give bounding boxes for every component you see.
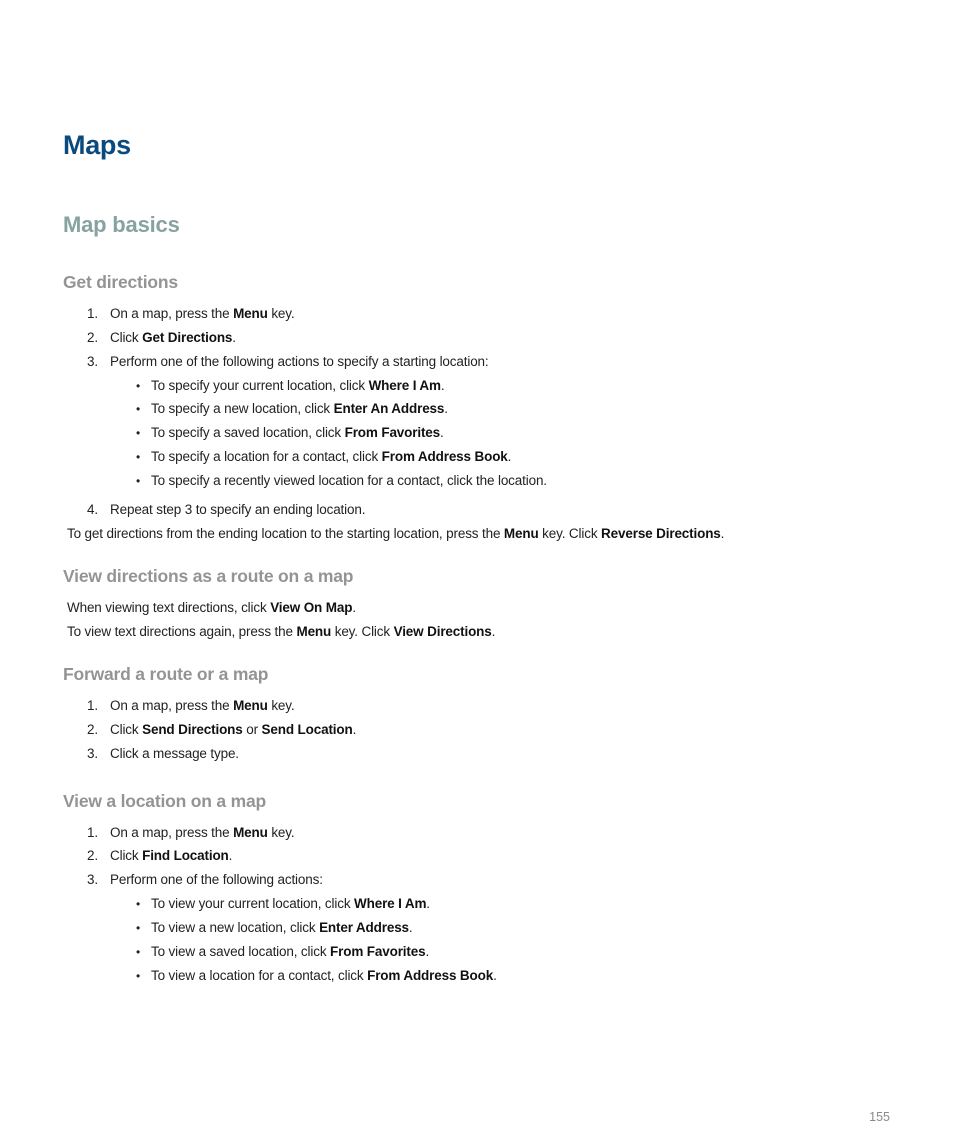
bullet-icon: • xyxy=(136,921,141,935)
bullet-icon: • xyxy=(136,897,141,911)
subheading-forward-route: Forward a route or a map xyxy=(63,664,269,684)
step-number: 3. xyxy=(87,746,98,761)
step-text: Click a message type. xyxy=(110,746,239,761)
bullet-text: To specify a recently viewed location for a contact, click the location. xyxy=(151,473,547,488)
step-text: Perform one of the following actions: xyxy=(110,872,323,887)
bullet-text: To view your current location, click Where I Am. xyxy=(151,896,430,911)
bullet-icon: • xyxy=(136,379,141,393)
paragraph: To view text directions again, press the Menu key. Click View Directions. xyxy=(67,624,496,639)
paragraph-reverse-directions: To get directions from the ending location to the starting location, press the Menu key. Click Reverse Directions. xyxy=(67,526,725,541)
step-text: Click Find Location. xyxy=(110,848,233,863)
step-text: Repeat step 3 to specify an ending location. xyxy=(110,502,366,517)
step-text: Click Send Directions or Send Location. xyxy=(110,722,357,737)
section-heading-map-basics: Map basics xyxy=(63,212,180,237)
subheading-view-route: View directions as a route on a map xyxy=(63,566,354,586)
bullet-icon: • xyxy=(136,969,141,983)
bullet-text: To specify a new location, click Enter An Address. xyxy=(151,401,448,416)
step-number: 1. xyxy=(87,306,98,321)
step-number: 1. xyxy=(87,825,98,840)
bullet-text: To view a new location, click Enter Address. xyxy=(151,920,413,935)
step-number: 3. xyxy=(87,872,98,887)
bullet-text: To specify a location for a contact, click From Address Book. xyxy=(151,449,512,464)
step-text: On a map, press the Menu key. xyxy=(110,825,295,840)
step-text: On a map, press the Menu key. xyxy=(110,306,295,321)
step-number: 2. xyxy=(87,848,98,863)
step-number: 2. xyxy=(87,330,98,345)
step-text: Perform one of the following actions to specify a starting location: xyxy=(110,354,489,369)
step-number: 1. xyxy=(87,698,98,713)
bullet-text: To view a location for a contact, click From Address Book. xyxy=(151,968,497,983)
bullet-text: To view a saved location, click From Favorites. xyxy=(151,944,430,959)
bullet-icon: • xyxy=(136,402,141,416)
step-number: 3. xyxy=(87,354,98,369)
step-number: 4. xyxy=(87,502,98,517)
subheading-view-location: View a location on a map xyxy=(63,791,266,811)
bullet-icon: • xyxy=(136,945,141,959)
bullet-text: To specify your current location, click Where I Am. xyxy=(151,378,445,393)
page-number: 155 xyxy=(869,1110,890,1124)
bullet-icon: • xyxy=(136,426,141,440)
page-title: Maps xyxy=(63,130,131,160)
bullet-icon: • xyxy=(136,474,141,488)
step-number: 2. xyxy=(87,722,98,737)
bullet-icon: • xyxy=(136,450,141,464)
step-text: On a map, press the Menu key. xyxy=(110,698,295,713)
paragraph: When viewing text directions, click View On Map. xyxy=(67,600,356,615)
step-text: Click Get Directions. xyxy=(110,330,236,345)
bullet-text: To specify a saved location, click From Favorites. xyxy=(151,425,444,440)
subheading-get-directions: Get directions xyxy=(63,272,178,292)
